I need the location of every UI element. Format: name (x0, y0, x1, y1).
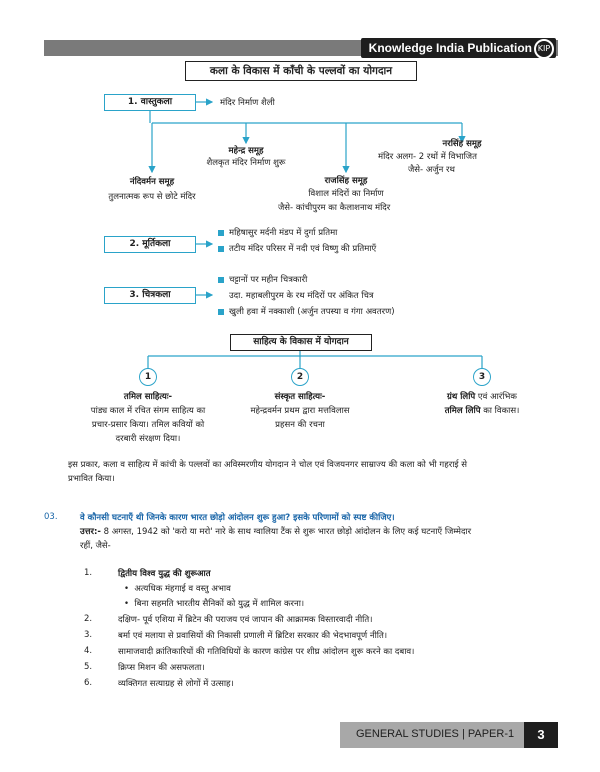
painting-item-2: खुली हवा में नक्काशी (अर्जुन तपस्या व गंगा अवतरण) (218, 306, 395, 317)
section-title-art: कला के विकास में काँची के पल्लवों का योगदान (185, 61, 417, 81)
list-item-3: बर्मा एवं मलाया से प्रवासियों की निकासी प्रणाली में ब्रिटिश सरकार की भेदभावपूर्ण नीति। (118, 631, 388, 641)
number-circle-1: 1 (139, 368, 157, 386)
list-item-2: दक्षिण- पूर्व एशिया में ब्रिटेन की पराजय एवं जापान की आक्रामक विस्तारवादी नीति। (118, 615, 373, 625)
nandivarman-title: नंदिवर्मन समूह (129, 177, 175, 187)
answer-line-2: रहीं, जैसे- (80, 541, 111, 551)
question-number: 03. (44, 512, 58, 522)
page-number: 3 (524, 722, 558, 748)
list-number-3: 3. (84, 630, 93, 640)
publisher-logo-icon: KIP (534, 39, 554, 59)
list-number-5: 5. (84, 662, 93, 672)
sanskrit-line-1: महेन्द्रवर्मन प्रथम द्वारा मत्तविलास (250, 406, 350, 416)
list-number-4: 4. (84, 646, 93, 656)
conclusion-line-1: इस प्रकार, कला व साहित्य में कांची के पल्लवों का अविस्मरणीय योगदान ने चोल एवं विजयनगर साम्राज्य की कला को भी गहराई से (68, 460, 468, 470)
list-number-1: 1. (84, 568, 93, 578)
narasimha-line1: मंदिर अलग- 2 रथों में विभाजित (378, 152, 477, 162)
narasimha-title: नरसिंह समूह (442, 139, 482, 149)
list-number-6: 6. (84, 678, 93, 688)
tamil-line-2: प्रचार-प्रसार किया। तमिल कवियों को (91, 420, 205, 430)
box-sculpture: 2. मूर्तिकला (104, 236, 196, 253)
question-text: वे कौनसी घटनाएँ थी जिनके कारण भारत छोड़ो आंदोलन शुरू हुआ? इसके परिणामों को स्पष्ट कीजिए। (80, 513, 395, 523)
sculpture-item-2: तटीय मंदिर परिसर में नदी एवं विष्णु की प्रतिमाएँ (218, 243, 376, 254)
painting-item-1b: उदा. महाबलीपुरम के रथ मंदिरों पर अंकित चित्र (229, 291, 374, 301)
sculpture-item-1: महिषासुर मर्दनी मंडप में दुर्गा प्रतिमा (218, 227, 337, 238)
answer-line-1: उत्तर:- 8 अगस्त, 1942 को 'करो या मरो' नारे के साथ ग्वालिया टैंक से शुरू भारत छोड़ो आंदोलन के लिए कई घटनाएँ जिम्मेदार (80, 527, 472, 537)
architecture-desc: मंदिर निर्माण शैली (220, 98, 275, 108)
list-item-1: द्वितीय विश्व युद्ध की शुरूआत (118, 569, 211, 579)
list-item-5: क्रिप्स मिशन की असफलता। (118, 663, 205, 673)
tamil-title: तमिल साहित्यः- (123, 392, 173, 402)
tamil-line-3: दरबारी संरक्षण दिया। (115, 434, 181, 444)
number-circle-3: 3 (473, 368, 491, 386)
tamil-line-1: पांड्य काल में रचित संगम साहित्य का (90, 406, 206, 416)
sub-item-1: • अत्यधिक मंहगाई व वस्तु अभाव (124, 584, 231, 594)
footer-title: GENERAL STUDIES | PAPER-1 (356, 728, 515, 740)
narasimha-line2: जैसे- अर्जुन रथ (408, 165, 455, 175)
painting-item-1: चट्टानों पर महीन चित्रकारी (218, 274, 307, 285)
box-architecture: 1. वास्तुकला (104, 94, 196, 111)
list-item-4: सामाजवादी क्रांतिकारियों की गतिविधियों के कारण कांग्रेस पर शीघ्र आंदोलन शुरू करने का दबाव। (118, 647, 415, 657)
section-title-literature: साहित्य के विकास में योगदान (230, 334, 372, 351)
publisher-name: Knowledge India Publication (361, 38, 556, 58)
number-circle-2: 2 (291, 368, 309, 386)
mahendra-desc: शैलकृत मंदिर निर्माण शुरू (206, 158, 286, 168)
list-number-2: 2. (84, 614, 93, 624)
mahendra-title: महेन्द्र समूह (228, 146, 264, 156)
rajasimha-line1: विशाल मंदिरों का निर्माण (308, 189, 384, 199)
sanskrit-title: संस्कृत साहित्यः- (274, 392, 326, 402)
grantha-line-1: ग्रंथ लिपि एवं आरंभिक (447, 392, 517, 402)
rajasimha-title: राजसिंह समूह (324, 176, 368, 186)
rajasimha-line2: जैसे- कांचीपुरम का कैलाशनाथ मंदिर (278, 203, 391, 213)
conclusion-line-2: प्रभावित किया। (68, 474, 115, 484)
list-item-6: व्यक्तिगत सत्याग्रह से लोगों में उत्साह। (118, 679, 234, 689)
sub-item-2: • बिना सहमति भारतीय सैनिकों को युद्ध में शामिल करना। (124, 599, 305, 609)
nandivarman-desc: तुलनात्मक रूप से छोटे मंदिर (108, 192, 196, 202)
grantha-line-2: तमिल लिपि का विकास। (444, 406, 520, 416)
sanskrit-line-2: प्रहसन की रचना (275, 420, 325, 430)
box-painting: 3. चित्रकला (104, 287, 196, 304)
